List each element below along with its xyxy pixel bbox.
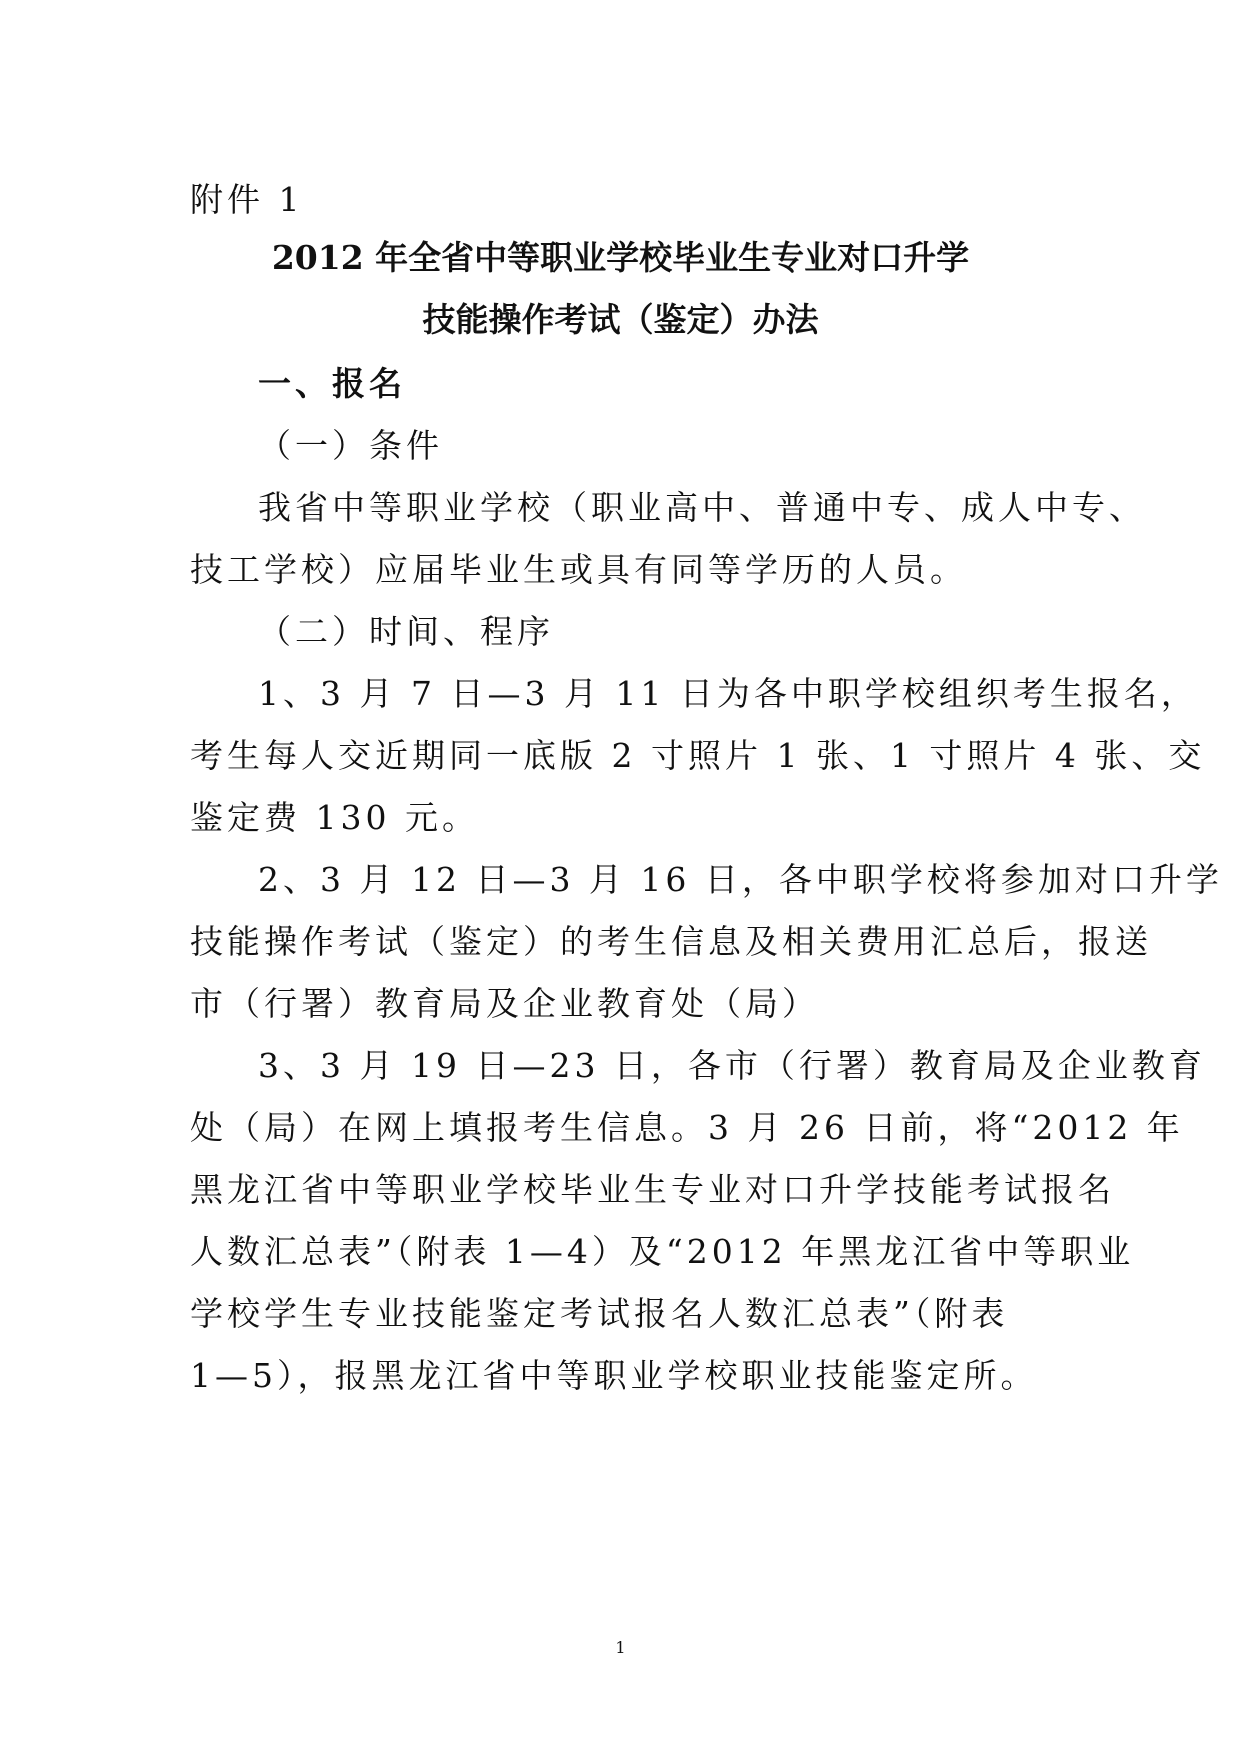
page-number: 1 bbox=[615, 1638, 626, 1657]
paragraph-line: 黑龙江省中等职业学校毕业生专业对口升学技能考试报名 bbox=[190, 1170, 1115, 1209]
paragraph-line: 鉴定费 130 元。 bbox=[190, 798, 479, 837]
paragraph-line: 处（局）在网上填报考生信息。3 月 26 日前，将“2012 年 bbox=[190, 1108, 1184, 1147]
section-1-heading: 一、报名 bbox=[258, 364, 406, 403]
paragraph-line: 人数汇总表”（附表 1—4）及“2012 年黑龙江省中等职业 bbox=[190, 1232, 1135, 1271]
paragraph-line: 技能操作考试（鉴定）的考生信息及相关费用汇总后，报送 bbox=[190, 922, 1152, 961]
paragraph-line: 1—5），报黑龙江省中等职业学校职业技能鉴定所。 bbox=[190, 1356, 1038, 1395]
paragraph-line: 技工学校）应届毕业生或具有同等学历的人员。 bbox=[190, 550, 967, 589]
paragraph-line: 3、3 月 19 日—23 日，各市（行署）教育局及企业教育 bbox=[258, 1046, 1206, 1085]
subsection-2-heading: （二）时间、程序 bbox=[258, 612, 554, 651]
paragraph-line: 2、3 月 12 日—3 月 16 日，各中职学校将参加对口升学 bbox=[258, 860, 1223, 899]
attachment-label: 附件 1 bbox=[190, 180, 304, 219]
paragraph-line: 考生每人交近期同一底版 2 寸照片 1 张、1 寸照片 4 张、交 bbox=[190, 736, 1206, 775]
subsection-1-heading: （一）条件 bbox=[258, 426, 443, 465]
paragraph-line: 1、3 月 7 日—3 月 11 日为各中职学校组织考生报名， bbox=[258, 674, 1198, 713]
document-title-line-2: 技能操作考试（鉴定）办法 bbox=[422, 300, 819, 339]
document-title-line-1: 2012 年全省中等职业学校毕业生专业对口升学 bbox=[271, 238, 970, 277]
paragraph-line: 我省中等职业学校（职业高中、普通中专、成人中专、 bbox=[258, 488, 1146, 527]
paragraph-line: 市（行署）教育局及企业教育处（局） bbox=[190, 984, 819, 1023]
paragraph-line: 学校学生专业技能鉴定考试报名人数汇总表”（附表 bbox=[190, 1294, 1009, 1333]
